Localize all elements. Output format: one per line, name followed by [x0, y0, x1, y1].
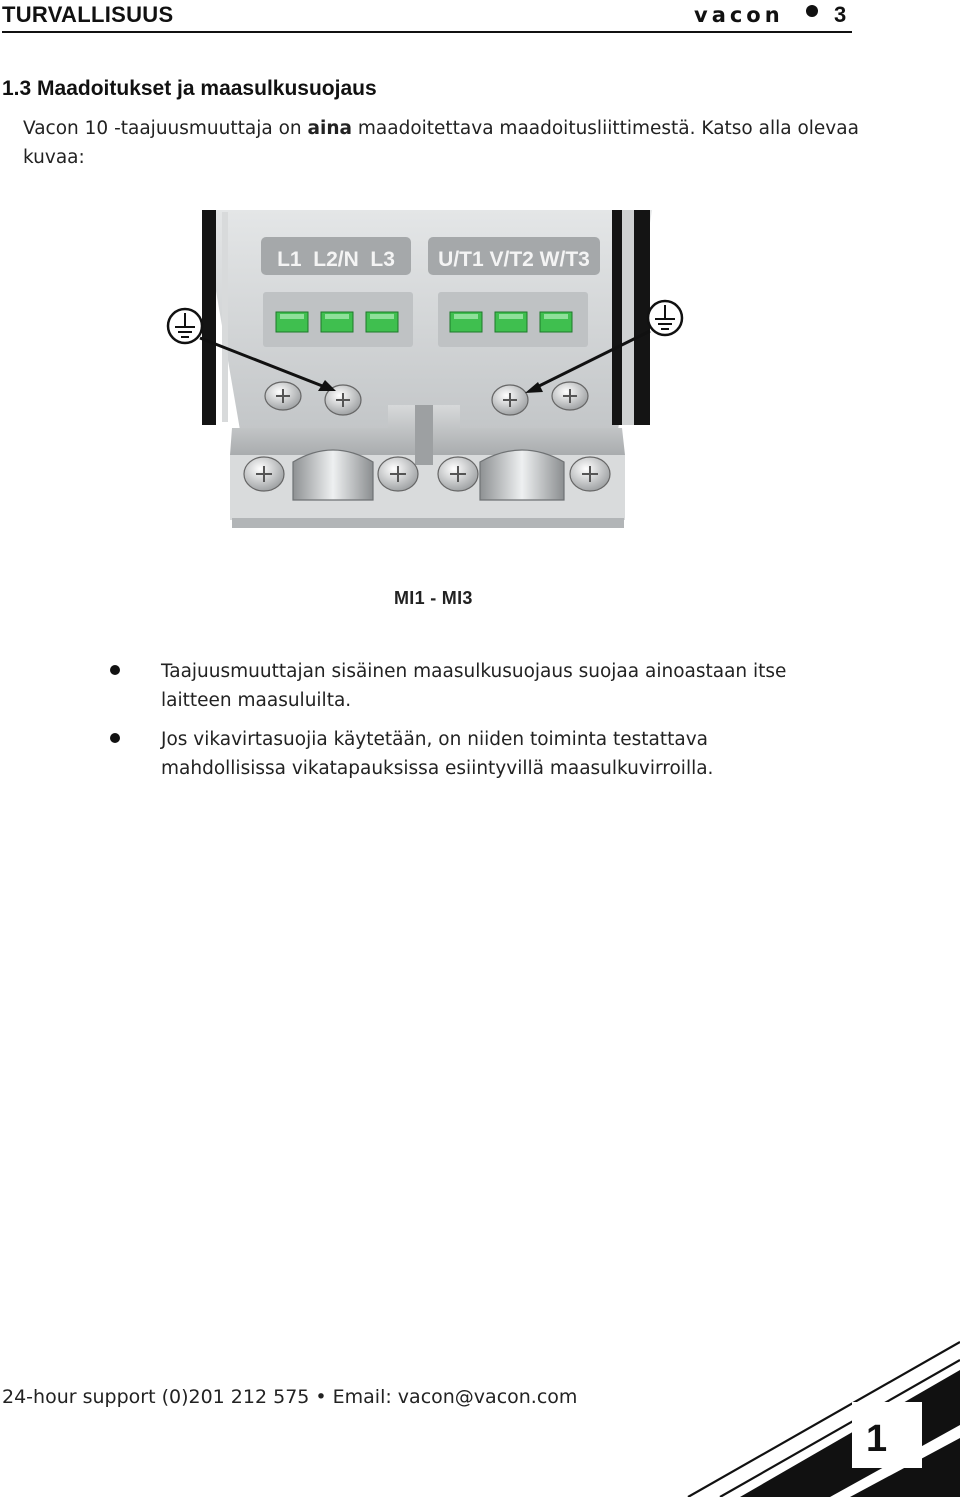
list-item — [110, 725, 830, 785]
terminal-labels-right: U/T1 V/T2 W/T3 — [438, 248, 590, 271]
intro-text-before: Vacon 10 -taajuusmuuttaja on — [23, 118, 308, 139]
figure-caption: MI1 - MI3 — [394, 588, 473, 608]
section-title: TURVALLISUUS — [2, 2, 174, 27]
terminal-labels-left: L1 L2/N L3 — [277, 248, 395, 271]
header-divider — [2, 31, 852, 33]
bullet-text: Jos vikavirtasuojia käytetään, on niiden toiminta testattava mahdollisissa vikatapauksissa esiintyvillä maasulkuvirroilla. — [161, 729, 714, 779]
section-heading: 1.3 Maadoitukset ja maasulkusuojaus — [2, 77, 377, 100]
brand-logo: vacon — [694, 3, 784, 27]
page-corner-graphic — [680, 1330, 960, 1497]
bullet-separator-icon — [806, 5, 818, 17]
list-item — [110, 657, 830, 717]
bullet-icon — [110, 665, 120, 675]
bullet-icon — [110, 733, 120, 743]
terminal-label-plates — [261, 237, 600, 275]
grounding-terminal-figure — [160, 200, 700, 545]
chapter-number: 1 — [866, 1418, 888, 1460]
ground-symbol-left-icon — [168, 309, 202, 343]
intro-paragraph — [23, 114, 863, 172]
ground-symbol-right-icon — [648, 301, 682, 335]
intro-emphasis: aina — [307, 118, 352, 139]
intro-text-after: maadoitettava maadoitusliittimestä. Katso alla olevaa kuvaa: — [23, 118, 859, 168]
page-number: 3 — [834, 2, 847, 27]
footer-support-text: 24-hour support (0)201 212 575 • Email: vacon@vacon.com — [2, 1386, 578, 1408]
bullet-text: Taajuusmuuttajan sisäinen maasulkusuojaus suojaa ainoastaan itse laitteen maasuluilta. — [161, 661, 787, 711]
